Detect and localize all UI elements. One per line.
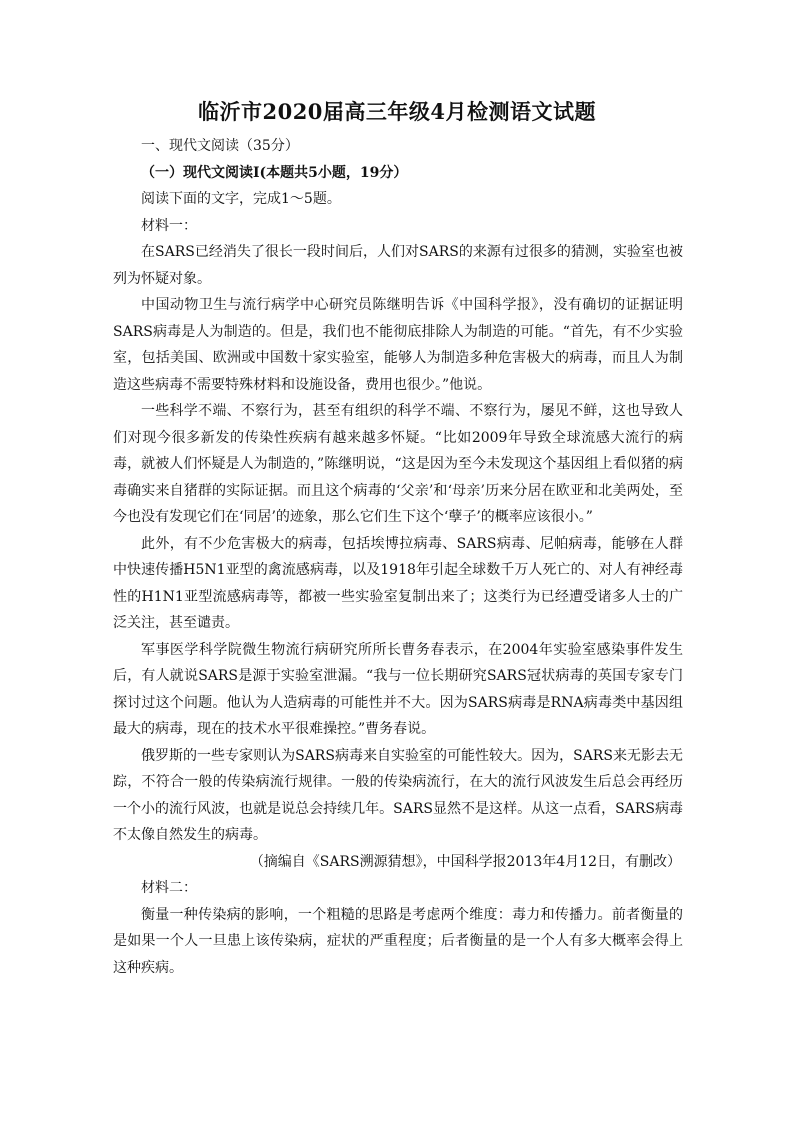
paragraph: 中国动物卫生与流行病学中心研究员陈继明告诉《中国科学报》，没有确切的证据证明SARS病毒是人为制造的。但是，我们也不能彻底排除人为制造的可能。“首先，有不少实验室，包括美国、欧洲或中国数十家实验室，能够人为制造多种危害极大的病毒，而且人为制造这些病毒不需要特殊材料和设施设备，费用也很少。”他说。	[113, 297, 683, 393]
document-body	[113, 133, 683, 981]
paragraph: 此外，有不少危害极大的病毒，包括埃博拉病毒、SARS病毒、尼帕病毒，能够在人群中快速传播H5N1亚型的禽流感病毒，以及1918年引起全球数千万人死亡的、对人有神经毒性的H1N1亚型流感病毒等，都被一些实验室复制出来了；这类行为已经遭受诸多人士的广泛关注，甚至谴责。	[113, 535, 683, 631]
paragraph: 俄罗斯的一些专家则认为SARS病毒来自实验室的可能性较大。因为，SARS来无影去无踪，不符合一般的传染病流行规律。一般的传染病流行，在大的流行风波发生后总会再经历一个小的流行风波，也就是说总会持续几年。SARS显然不是这样。从这一点看，SARS病毒不太像自然发生的病毒。	[113, 747, 683, 843]
section-heading: 一、现代文阅读（35分）	[141, 138, 299, 154]
source-citation: （摘编自《SARS溯源猜想》，中国科学报2013年4月12日，有删改）	[249, 853, 681, 870]
page-title: 临沂市2020届高三年级4月检测语文试题	[197, 99, 597, 124]
paragraph: 一些科学不端、不察行为，甚至有组织的科学不端、不察行为，屡见不鲜，这也导致人们对现今很多新发的传染性疾病有越来越多怀疑。“比如2009年导致全球流感大流行的病毒，就被人们怀疑是人为制造的，”陈继明说，“这是因为至今未发现这个基因组上看似猪的病毒确实来自猪群的实际证据。而且这个病毒的‘父亲’和‘母亲’历来分居在欧亚和北美两处，至今也没有发现它们在‘同居’的迹象，那么它们生下这个‘孽子’的概率应该很小。”	[113, 403, 683, 525]
paragraph: 军事医学科学院微生物流行病研究所所长曹务春表示，在2004年实验室感染事件发生后，有人就说SARS是源于实验室泄漏。“我与一位长期研究SARS冠状病毒的英国专家专门探讨过这个问题。他认为人造病毒的可能性并不大。因为SARS病毒是RNA病毒类中基因组最大的病毒，现在的技术水平很难操控。”曹务春说。	[113, 641, 683, 737]
subsection-heading: （一）现代文阅读Ⅰ(本题共5小题，19分）	[141, 164, 408, 181]
paragraph: 在SARS已经消失了很长一段时间后，人们对SARS的来源有过很多的猜测，实验室也被列为怀疑对象。	[113, 244, 683, 287]
material-label: 材料二：	[141, 880, 197, 896]
paragraph: 衡量一种传染病的影响，一个粗糙的思路是考虑两个维度：毒力和传播力。前者衡量的是如果一个人一旦患上该传染病，症状的严重程度；后者衡量的是一个人有多大概率会得上这种疾病。	[113, 906, 683, 976]
material-label: 材料一：	[141, 217, 197, 234]
instruction-text: 阅读下面的文字，完成1～5题。	[141, 191, 341, 207]
